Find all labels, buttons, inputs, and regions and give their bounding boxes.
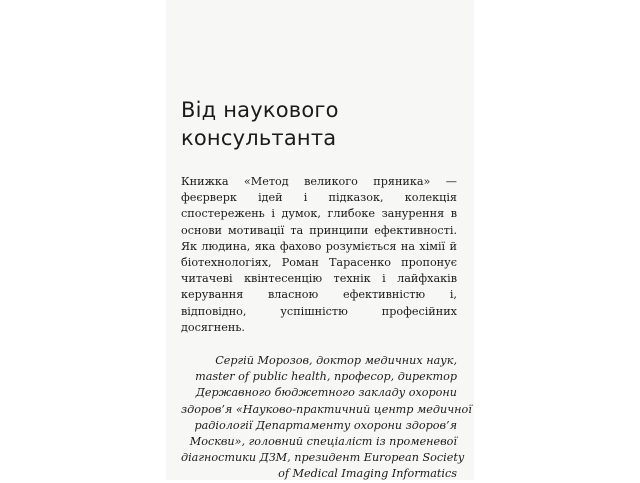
signature-line: радіології Департаменту охорони здоров’я [194, 418, 457, 432]
signature-line: of Medical Imaging Informatics [278, 467, 457, 481]
page-content [181, 96, 472, 483]
signature-line: діагностики ДЗМ, президент European Society [181, 451, 465, 465]
author-signature [181, 353, 472, 483]
signature-line: Сергій Морозов, доктор медичних наук, [215, 354, 457, 368]
signature-line: Державного бюджетного закладу охорони [195, 386, 457, 400]
signature-line: Москви», головний спеціаліст із променевої [189, 435, 457, 449]
signature-line: master of public health, професор, директор [195, 370, 457, 384]
body-paragraph: Книжка «Метод великого пряника» — феєрверк ідей і підказок, колекція спостережень і думок, глибоке занурення в основи мотивації та принципи ефективності. Як людина, яка фахово розуміється на хімії й біотехнологіях, Роман Тарасенко пропонує читачеві квінтесенцію технік і лайфхаків керування власною ефективністю і, відповідно, успішністю професійних досягнень. [181, 175, 457, 334]
section-heading: Від наукового консультанта [181, 98, 339, 150]
signature-line: здоров’я «Науково-практичний центр медичної [181, 402, 472, 416]
